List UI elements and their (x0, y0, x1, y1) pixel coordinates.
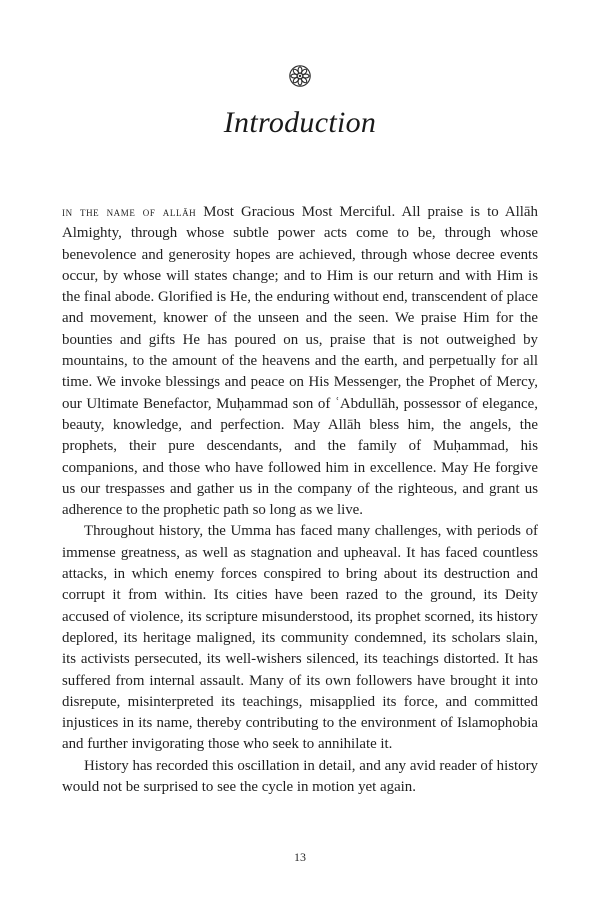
paragraph (62, 201, 538, 521)
paragraph-text: Most Gracious Most Merciful. All praise is to Allāh Almighty, through whose subtle power acts come to be, through whose benevolence and generosity hopes are achieved, through whose decree events occur, by whose will states change; and to Him is our return and with Him is the final abode. Glorified is He, the enduring without end, transcendent of place and movement, knower of the unseen and the seen. We praise Him for the bounties and gifts He has poured on us, praise that is not outweighed by mountains, to the amount of the heavens and the earth, and perpetually for all time. We invoke blessings and peace on His Messenger, the Prophet of Mercy, our Ultimate Benefactor, Muḥammad son of ʿAbdullāh, possessor of elegance, beauty, knowledge, and perfection. May Allāh bless him, the angels, the prophets, their pure descendants, and the family of Muḥammad, his companions, and those who have followed him in excellence. May He forgive us our trespasses and gather us in the company of the righteous, and grant us adherence to the prophetic path so long as we live. (62, 204, 538, 519)
paragraph: Throughout history, the Umma has faced many challenges, with periods of immense greatness, as well as stagnation and upheaval. It has faced countless attacks, in which enemy forces conspired to bring about its destruction and corrupt it from within. Its cities have been razed to the ground, its Deity accused of violence, its scripture misunderstood, its prophet scorned, its history deplored, its heritage maligned, its community condemned, its scholars slain, its activists persecuted, its well-wishers silenced, its teachings distorted. It has suffered from internal assault. Many of its own followers have brought it into disrepute, misinterpreted its teachings, misapplied its force, and committed injustices in its name, thereby contributing to the environment of Islamophobia and further invigorating those who seek to annihilate it. (62, 523, 538, 753)
paragraph: History has recorded this oscillation in detail, and any avid reader of history would not be surprised to see the cycle in motion yet again. (62, 757, 538, 796)
page-number: 13 (294, 850, 306, 864)
body-text (62, 201, 538, 798)
rosette-ornament-icon (288, 64, 312, 88)
chapter-title: Introduction (223, 106, 377, 139)
lead-in-smallcaps: in the name of allāh (62, 204, 197, 219)
